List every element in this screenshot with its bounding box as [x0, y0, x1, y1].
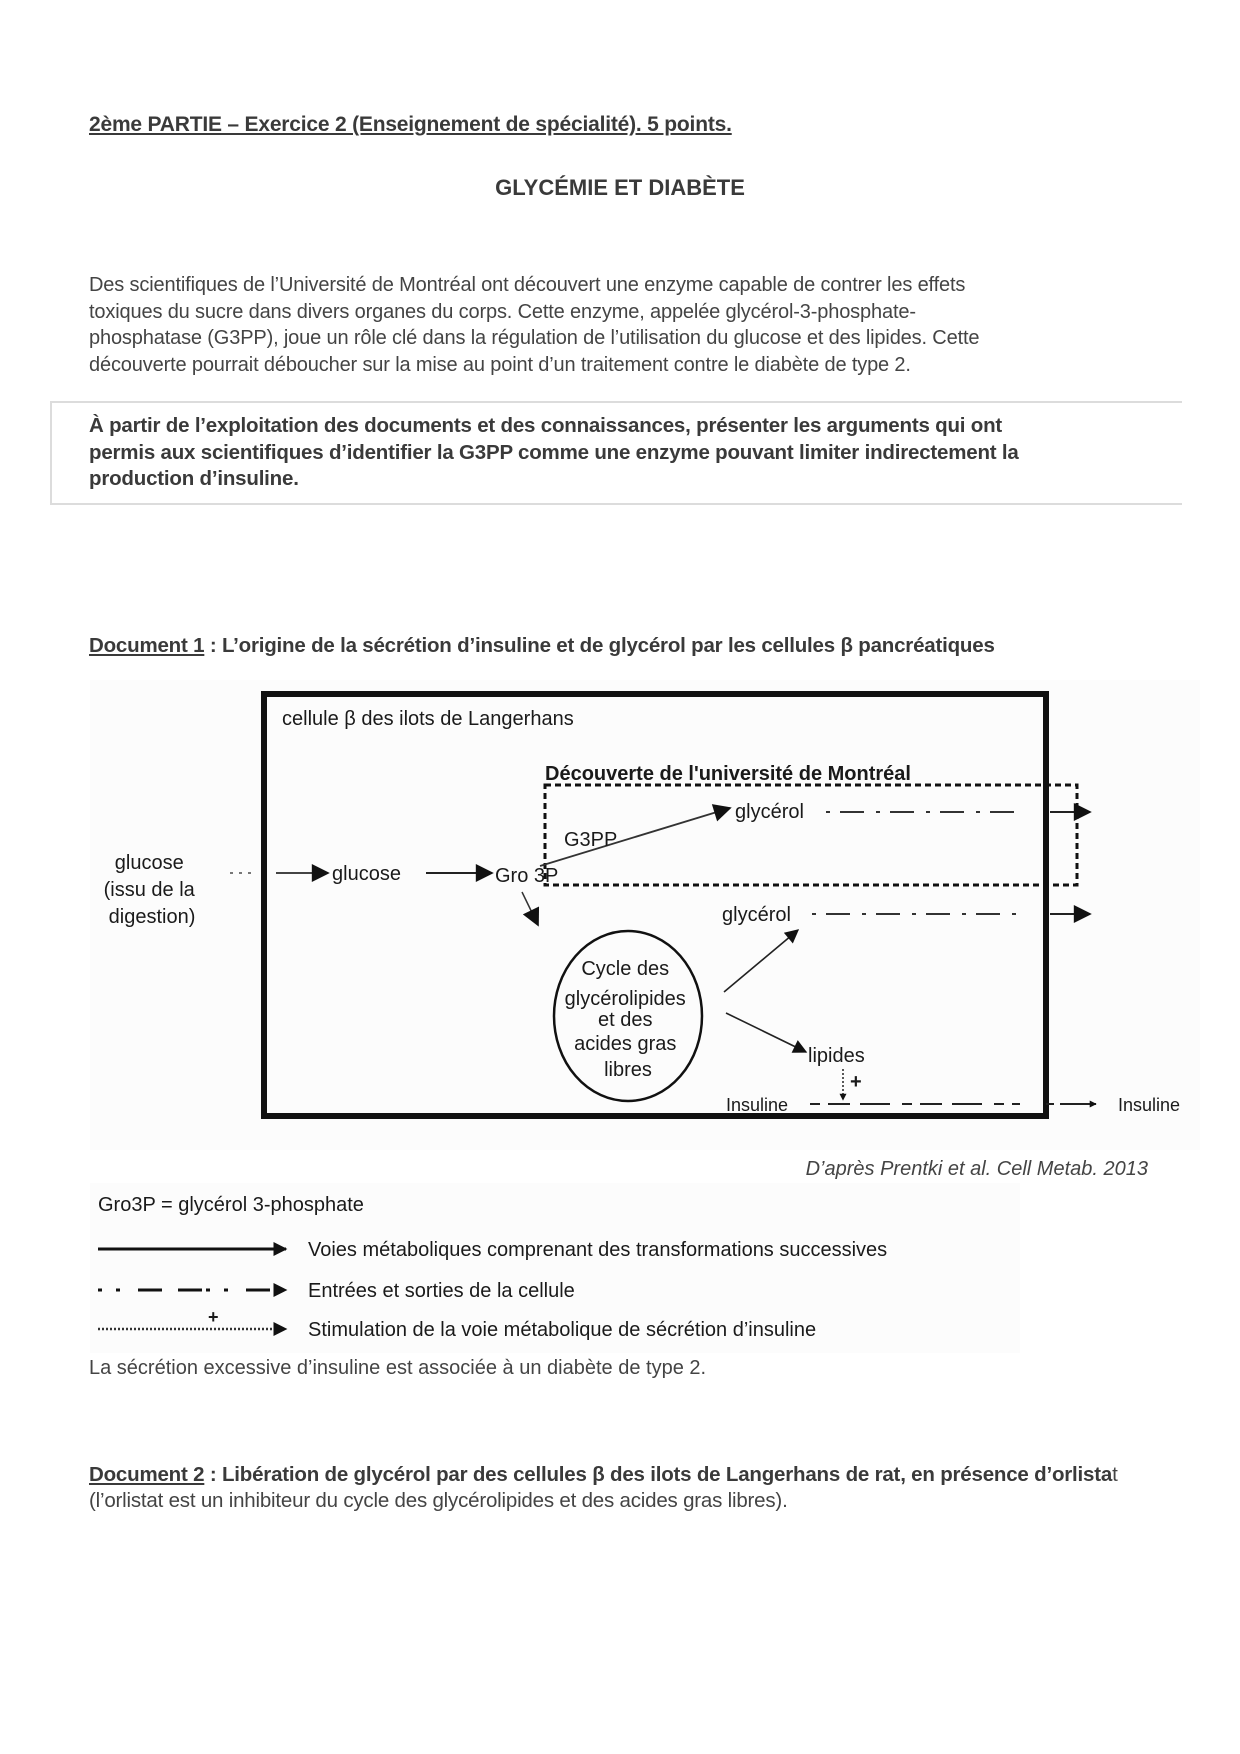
discovery-box: [545, 785, 1077, 885]
legend-item-label: Voies métaboliques comprenant des transformations successives: [308, 1239, 888, 1261]
document1-heading: [89, 633, 995, 659]
diabetes-note: La sécrétion excessive d’insuline est associée à un diabète de type 2.: [89, 1357, 707, 1379]
legend-item-label: Stimulation de la voie métabolique de sécrétion d’insuline: [308, 1319, 817, 1341]
document1-title: L’origine de la sécrétion d’insuline et de glycérol par les cellules β pancréatiques: [221, 634, 995, 657]
task-line: permis aux scientifiques d’identifier la G3PP comme une enzyme pouvant limiter indirectement la: [89, 440, 1019, 464]
legend-plus: +: [208, 1307, 219, 1327]
metabolic-diagram: [90, 680, 1200, 1150]
document1-label: Document 1: [89, 634, 205, 657]
page-title: GLYCÉMIE ET DIABÈTE: [495, 175, 745, 200]
cycle-to-lipides-arrow: [726, 1013, 806, 1052]
document2-heading: [89, 1462, 1169, 1514]
document2-description: t (l’orlistat est un inhibiteur du cycle des glycérolipides et des acides gras libres).: [89, 1463, 1118, 1512]
legend-definition: Gro3P = glycérol 3-phosphate: [98, 1194, 364, 1216]
stimulation-plus: +: [850, 1071, 862, 1093]
legend-item-label: Entrées et sorties de la cellule: [308, 1280, 575, 1302]
glucose-label: glucose: [332, 863, 401, 885]
lipides-label: lipides: [808, 1045, 865, 1067]
cycle-to-glycerol-arrow: [724, 930, 798, 992]
diagram-svg: [90, 680, 1200, 1150]
task-statement: [89, 413, 1159, 493]
glycerol-top-label: glycérol: [735, 801, 804, 823]
discovery-label: Découverte de l'université de Montréal: [545, 763, 911, 785]
glycerol-mid-label: glycérol: [722, 904, 791, 926]
g3pp-label: G3PP: [564, 829, 618, 851]
diagram-legend: [90, 1183, 1020, 1353]
document2-separator: :: [204, 1463, 222, 1486]
external-glucose-label: glucose (issu de la digestion): [103, 852, 196, 928]
intro-line: Des scientifiques de l’Université de Montréal ont découvert une enzyme capable de contrer les effets: [89, 274, 966, 296]
insuline-in-label: Insuline: [726, 1095, 789, 1115]
legend-svg: [90, 1183, 1020, 1353]
task-line: À partir de l’exploitation des documents et des connaissances, présenter les arguments qui ont: [89, 414, 1003, 437]
source-credit: D’après Prentki et al. Cell Metab. 2013: [805, 1158, 1148, 1180]
document2-label: Document 2: [89, 1463, 205, 1486]
intro-line: découverte pourrait déboucher sur la mise au point d’un traitement contre le diabète de type 2.: [89, 353, 911, 376]
gro3p-label: Gro 3P: [495, 865, 559, 887]
intro-line: toxiques du sucre dans divers organes du corps. Cette enzyme, appelée glycérol-3-phosphate-: [89, 300, 916, 323]
exercise-heading: 2ème PARTIE – Exercice 2 (Enseignement de spécialité). 5 points.: [89, 113, 732, 136]
intro-paragraph: [89, 272, 1159, 378]
cycle-label: Cycle des glycérolipides et des acides gras libres: [564, 958, 686, 1081]
intro-line: phosphatase (G3PP), joue un rôle clé dans la régulation de l’utilisation du glucose et des lipides. Cette: [89, 327, 980, 349]
gro3p-to-cycle-arrow: [522, 892, 538, 925]
insuline-out-label: Insuline: [1118, 1095, 1181, 1115]
document2-title: Libération de glycérol par des cellules β des ilots de Langerhans de rat, en présence d’orlista: [221, 1463, 1113, 1486]
document1-separator: :: [204, 634, 222, 657]
task-line: production d’insuline.: [89, 467, 299, 490]
cell-label: cellule β des ilots de Langerhans: [282, 708, 574, 730]
